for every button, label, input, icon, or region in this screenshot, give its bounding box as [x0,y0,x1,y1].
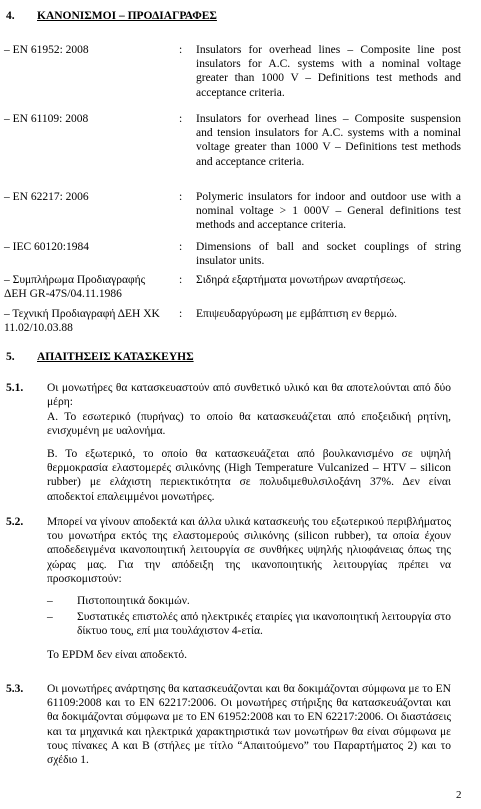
clause-5-2-number: 5.2. [6,516,24,528]
bullet-text: Πιστοποιητικά δοκιμών. [77,595,190,607]
standard-colon: : [179,113,183,125]
standard-description: Dimensions of ball and socket couplings of string insulator units. [196,241,461,268]
section-5-heading [6,350,306,366]
page-number: 2 [456,789,462,801]
standard-code: – EN 61109: 2008 [4,113,89,125]
standard-code: – EN 61952: 2008 [4,44,89,56]
bullet-dash: – [47,595,53,607]
standard-colon: : [179,44,183,56]
clause-5-3-number: 5.3. [6,683,24,695]
clause-5-2-text: Μπορεί να γίνουν αποδεκτά και άλλα υλικά κατασκευής του εξωτερικού περιβλήματος του μονωτήρα εκτός της ελαστομερούς σιλικόνης (silicon rubber), τα οποία έχουν αποδεδειγμένα ικανοποιητική λειτουργία σε συνθήκες υψηλής ηλιοφάνειας όπως της χώρας μας. Για την απόδειξη της ικανοποιητικής λειτουργίας πρέπει να προσκομιστούν: [47,516,451,585]
standard-description: Επιψευδαργύρωση με εμβάπτιση εν θερμώ. [196,308,397,320]
list-item [47,594,451,609]
section-5-title: ΑΠΑΙΤΗΣΕΙΣ ΚΑΤΑΣΚΕΥΗΣ [37,351,194,363]
clause-5-1-part-b: Β. Το εξωτερικό, το οποίο θα κατασκευάζεται από βουλκανισμένο σε υψηλή θερμοκρασία ελαστομερές σιλικόνης (High Temperature Vulcanized – HTV – silicon rubber) με ελάχιστη περιεκτικότητα σε πολυδιμεθυλσιλοξάνη 37%. Δεν είναι αποδεκτοί επαλειμμένοι μονωτήρες. [47,448,451,503]
list-item [47,610,451,640]
clause-5-1-part-a: Α. Το εσωτερικό (πυρήνας) το οποίο θα κατασκευάζεται από εποξειδική ρητίνη, ενισχυμένη με υαλονήμα. [47,411,451,438]
standard-code: – Τεχνική Προδιαγραφή ΔΕΗ XK 11.02/10.03.88 [4,308,160,335]
clause-5-2-note: Το EPDM δεν είναι αποδεκτό. [47,649,187,661]
section-4-heading [6,9,306,25]
clause-5-1-intro: Οι μονωτήρες θα κατασκευαστούν από συνθετικό υλικό και θα αποτελούνται από δύο μέρη: [47,382,451,409]
section-4-title: ΚΑΝΟΝΙΣΜΟΙ – ΠΡΟΔΙΑΓΡΑΦΕΣ [37,10,217,22]
standard-colon: : [179,191,183,203]
standard-description: Insulators for overhead lines – Composite line post insulators for A.C. systems with a nominal voltage greater than 1000 V – Definitions test methods and acceptance criteria. [196,44,461,99]
clause-5-3-text: Οι μονωτήρες ανάρτησης θα κατασκευάζονται και θα δοκιμάζονται σύμφωνα με το EN 61109:2008 και το EN 62217:2006. Οι μονωτήρες στήριξης θα κατασκευάζονται και θα δοκιμάζονται σύμφωνα με το EN 61952:2008 και το EN 62217:2006. Οι διαστάσεις και τα μηχανικά και ηλεκτρικά χαρακτηριστικά των μονωτήρων θα είναι σύμφωνα με τους πίνακες Α και Β (στήλες με τίτλο “Απαιτούμενο” του Παραρτήματος 2) και το σχέδιο 1. [47,683,451,767]
section-4-number: 4. [6,10,15,22]
bullet-text: Συστατικές επιστολές από ηλεκτρικές εταιρίες για ικανοποιητική λειτουργία στο δίκτυο τους, επί μια τουλάχιστον 4-ετία. [77,611,451,638]
standard-code: – Συμπλήρωμα Προδιαγραφής ΔΕΗ GR-47S/04.11.1986 [4,274,146,301]
standard-description: Polymeric insulators for indoor and outdoor use with a nominal voltage > 1 000V – General definitions test methods and acceptance criteria. [196,191,461,232]
bullet-dash: – [47,611,53,623]
clause-5-1-number: 5.1. [6,382,24,394]
standard-description: Insulators for overhead lines – Composite suspension and tension insulators for A.C. systems with a nominal voltage greater than 1000 V – Definitions test methods and acceptance criteria. [196,113,461,168]
standard-colon: : [179,241,183,253]
standard-code: – EN 62217: 2006 [4,191,89,203]
section-5-number: 5. [6,351,15,363]
standard-colon: : [179,274,183,286]
bullet-list [47,594,451,644]
standard-colon: : [179,308,183,320]
standard-code: – IEC 60120:1984 [4,241,89,253]
standard-description: Σιδηρά εξαρτήματα μονωτήρων αναρτήσεως. [196,274,406,286]
